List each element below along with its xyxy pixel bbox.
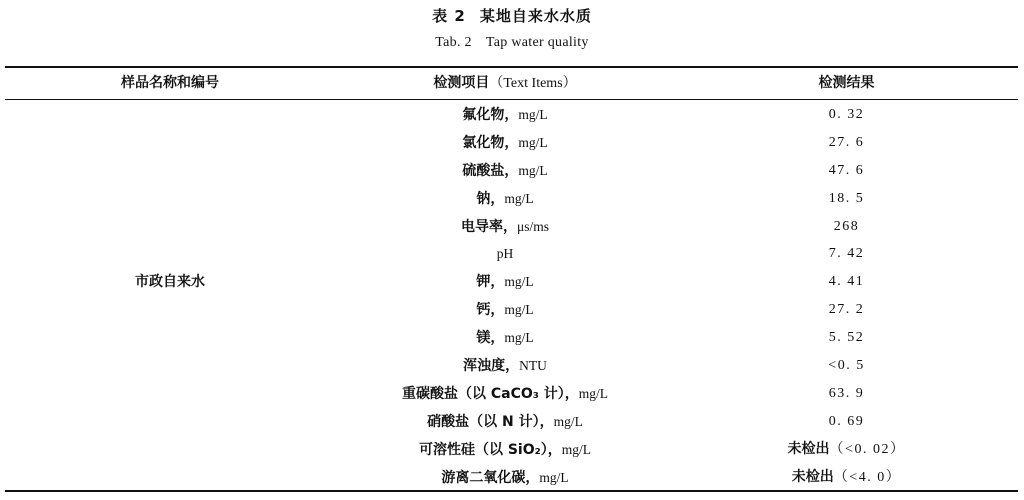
test-item-unit: mg/L [561,441,592,457]
result-value: 63. 9 [828,385,865,401]
table-bottom-rule [5,490,1018,492]
result-cell [675,380,1018,408]
test-item-name: 镁， [476,330,505,347]
result-cell [675,464,1018,492]
table-row [0,268,1024,296]
table-title-cn: 某地自来水水质 [479,7,592,25]
table-row [0,408,1024,436]
table-row [0,240,1024,268]
table-title-en: Tap water quality [485,35,589,50]
test-item-name: 钙， [476,302,505,319]
test-item-unit: mg/L [578,385,609,401]
test-item-name: 氟化物， [462,107,519,123]
result-cell [675,352,1018,380]
result-value: （<4. 0） [833,469,902,485]
result-cell [675,436,1018,464]
test-item-unit: μs/ms [517,218,549,234]
header-result: 检测结果 [818,75,875,91]
test-item-cell [335,408,675,436]
test-item-name: 钠， [476,190,505,207]
table-number-en: Tab. 2 [435,35,472,50]
table-row [0,185,1024,213]
test-item-unit: mg/L [504,274,534,290]
result-value: 4. 41 [828,274,865,290]
test-item-cell [335,268,675,296]
test-item-cell [335,129,675,157]
result-note: 未检出 [787,440,830,457]
result-cell [675,101,1018,129]
result-value: 7. 42 [828,246,865,262]
test-item-unit: NTU [519,358,547,374]
test-item-cell [335,213,675,241]
table-row [0,352,1024,380]
test-item-unit: mg/L [553,413,583,429]
test-item-unit: mg/L [539,469,569,485]
test-item-name: 硝酸盐（以 N 计）， [427,413,554,430]
test-item-cell [335,436,675,464]
result-value: 18. 5 [828,190,865,206]
header-test-items-en: （Text Items） [489,76,577,91]
table-row [0,129,1024,157]
test-item-unit: mg/L [504,330,534,346]
result-value: 268 [833,218,860,234]
test-item-name: 游离二氧化碳， [441,469,540,486]
header-sample-name: 样品名称和编号 [121,75,219,91]
result-value: （<0. 02） [829,441,906,457]
test-item-unit: mg/L [518,162,548,178]
result-note: 未检出 [791,468,834,485]
test-item-name: 电导率， [461,218,517,235]
table-row [0,157,1024,185]
header-test-items [335,72,675,94]
test-item-cell [335,101,675,129]
table-row [0,101,1024,129]
result-value: 0. 69 [828,413,865,429]
result-value: <0. 5 [828,358,865,374]
test-item-name: 钾， [476,274,505,291]
table-row [0,380,1024,408]
test-item-cell [335,464,675,492]
test-item-cell [335,324,675,352]
table-number-cn: 表 2 [432,7,466,25]
test-item-unit: pH [496,246,514,262]
test-item-cell [335,352,675,380]
test-item-name: 浑浊度， [463,358,520,375]
table-caption-cn [0,5,1024,26]
test-item-cell [335,240,675,268]
test-item-cell [335,296,675,324]
result-value: 0. 32 [828,107,865,122]
result-value: 5. 52 [828,330,865,346]
test-item-unit: mg/L [504,190,534,206]
result-value: 27. 2 [828,302,865,318]
result-cell [675,408,1018,436]
result-value: 27. 6 [828,134,865,150]
test-item-unit: mg/L [518,134,548,150]
table-header-rule [5,99,1018,100]
result-cell [675,213,1018,241]
table-caption-en [0,35,1024,51]
result-cell [675,185,1018,213]
header-test-items-cn: 检测项目 [433,75,490,91]
table-row [0,324,1024,352]
test-item-name: 可溶性硅（以 SiO₂）， [418,441,562,458]
result-cell [675,296,1018,324]
test-item-unit: mg/L [504,302,534,318]
test-item-name: 氯化物， [462,134,519,151]
result-cell [675,129,1018,157]
test-item-cell [335,380,675,408]
result-value: 47. 6 [828,162,865,178]
test-item-name: 重碳酸盐（以 CaCO₃ 计）， [401,385,579,402]
sample-name-cell: 市政自来水 [135,274,205,290]
table-row [0,436,1024,464]
table-row [0,464,1024,492]
table-row [0,213,1024,241]
result-cell [675,268,1018,296]
test-item-unit: mg/L [518,107,548,122]
table-row [0,296,1024,324]
table-body [0,101,1024,491]
result-cell [675,157,1018,185]
test-item-name: 硫酸盐， [462,162,519,179]
test-item-cell [335,157,675,185]
result-cell [675,240,1018,268]
result-cell [675,324,1018,352]
table-top-rule [5,66,1018,68]
test-item-cell [335,185,675,213]
